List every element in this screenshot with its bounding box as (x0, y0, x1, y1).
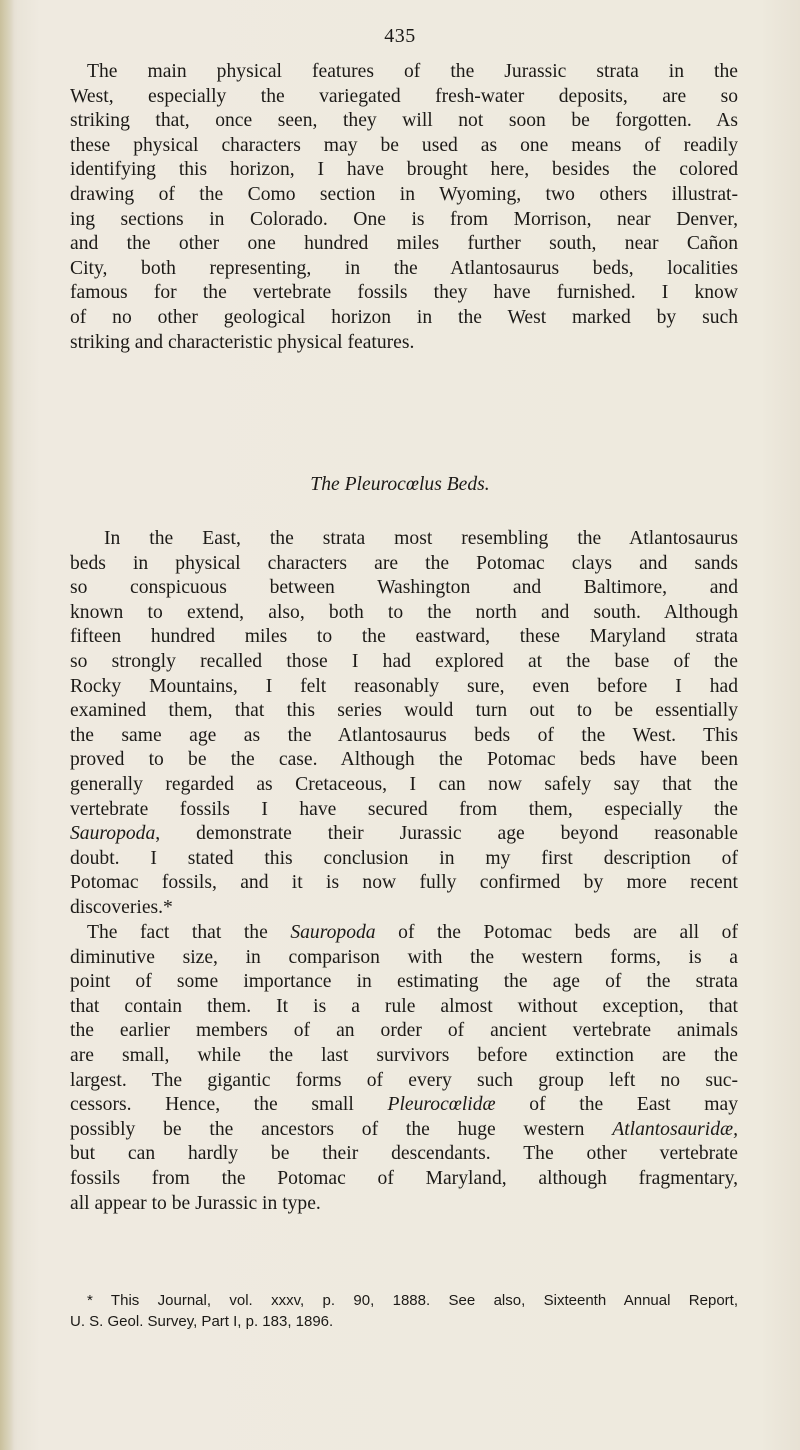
text-line: doubt. I stated this conclusion in my first description of (70, 847, 738, 869)
text-line: City, both representing, in the Atlantosaurus beds, localities (70, 257, 738, 279)
text-line: the earlier members of an order of ancient vertebrate animals (70, 1020, 738, 1042)
page-number: 435 (384, 25, 416, 47)
taxon-name: Sauropoda (70, 823, 156, 845)
text-line: identifying this horizon, I have brought here, besides the colored (70, 159, 738, 181)
text-run: possibly be the ancestors of the huge western (70, 1118, 613, 1140)
text-line: striking and characteristic physical features. (70, 331, 415, 353)
text-run: The fact that the (87, 922, 291, 943)
text-line: generally regarded as Cretaceous, I can now safely say that the (70, 773, 738, 795)
taxon-name: Atlantosauridæ, (612, 1118, 738, 1140)
text-line: drawing of the Como section in Wyoming, two others illustrat- (70, 183, 738, 205)
text-run: , demonstrate their Jurassic age beyond reasonable (155, 823, 738, 845)
text-line: all appear to be Jurassic in type. (70, 1192, 321, 1214)
text-line (70, 921, 738, 946)
footnote-line: * This Journal, vol. xxxv, p. 90, 1888. See also, Sixteenth Annual Report, (87, 1292, 738, 1309)
text-line: so conspicuous between Washington and Baltimore, and (70, 577, 738, 599)
text-line: diminutive size, in comparison with the western forms, is a (70, 946, 738, 968)
text-line: proved to be the case. Although the Potomac beds have been (70, 749, 738, 771)
text-line: fifteen hundred miles to the eastward, these Maryland strata (70, 626, 738, 648)
text-line: Rocky Mountains, I felt reasonably sure, even before I had (70, 675, 738, 697)
paragraph-potomac-beds (70, 527, 738, 921)
text-line: examined them, that this series would turn out to be essentially (70, 700, 738, 722)
text-line: striking that, once seen, they will not soon be forgotten. As (70, 110, 738, 132)
text-run: of the East may (495, 1094, 739, 1116)
text-line: ing sections in Colorado. One is from Morrison, near Denver, (70, 208, 738, 230)
text-run: cessors. Hence, the small (70, 1094, 388, 1116)
text-line: famous for the vertebrate fossils they have furnished. I know (70, 282, 738, 304)
text-line: that contain them. It is a rule almost without exception, that (70, 995, 738, 1017)
text-line: so strongly recalled those I had explored at the base of the (70, 650, 738, 672)
footnote-line: U. S. Geol. Survey, Part I, p. 183, 1896. (70, 1313, 334, 1330)
paragraph-jurassic-features (70, 60, 738, 355)
text-line: and the other one hundred miles further south, near Cañon (70, 233, 738, 255)
text-line: these physical characters may be used as one means of readily (70, 134, 738, 156)
taxon-name: Sauropoda (290, 922, 376, 943)
text-line: discoveries.* (70, 896, 173, 918)
text-line: The main physical features of the Jurassic strata in the (87, 61, 738, 82)
paragraph-sauropoda-size (70, 921, 738, 1216)
text-line: fossils from the Potomac of Maryland, although fragmentary, (70, 1167, 738, 1189)
text-line: of no other geological horizon in the West marked by such (70, 306, 738, 328)
footnote (70, 1290, 738, 1332)
text-line: are small, while the last survivors before extinction are the (70, 1044, 738, 1066)
taxon-name: Pleurocœlidæ (387, 1094, 496, 1116)
text-line (70, 1118, 738, 1143)
text-line: In the East, the strata most resembling the Atlantosaurus (104, 528, 738, 549)
text-line (70, 822, 738, 847)
text-run: of the Potomac beds are all of (375, 922, 738, 943)
text-line: point of some importance in estimating the age of the strata (70, 971, 738, 993)
text-line: West, especially the variegated fresh-water deposits, are so (70, 85, 738, 107)
text-line: but can hardly be their descendants. The other vertebrate (70, 1143, 738, 1165)
text-line (70, 1093, 738, 1118)
text-line: vertebrate fossils I have secured from them, especially the (70, 798, 738, 820)
section-heading: The Pleurocœlus Beds. (310, 474, 490, 495)
text-line: the same age as the Atlantosaurus beds of the West. This (70, 724, 738, 746)
text-line: Potomac fossils, and it is now fully confirmed by more recent (70, 872, 738, 894)
page-binding-edge (0, 0, 14, 1450)
text-line: known to extend, also, both to the north and south. Although (70, 601, 738, 623)
text-line: largest. The gigantic forms of every such group left no suc- (70, 1069, 738, 1091)
text-line: beds in physical characters are the Potomac clays and sands (70, 552, 738, 574)
